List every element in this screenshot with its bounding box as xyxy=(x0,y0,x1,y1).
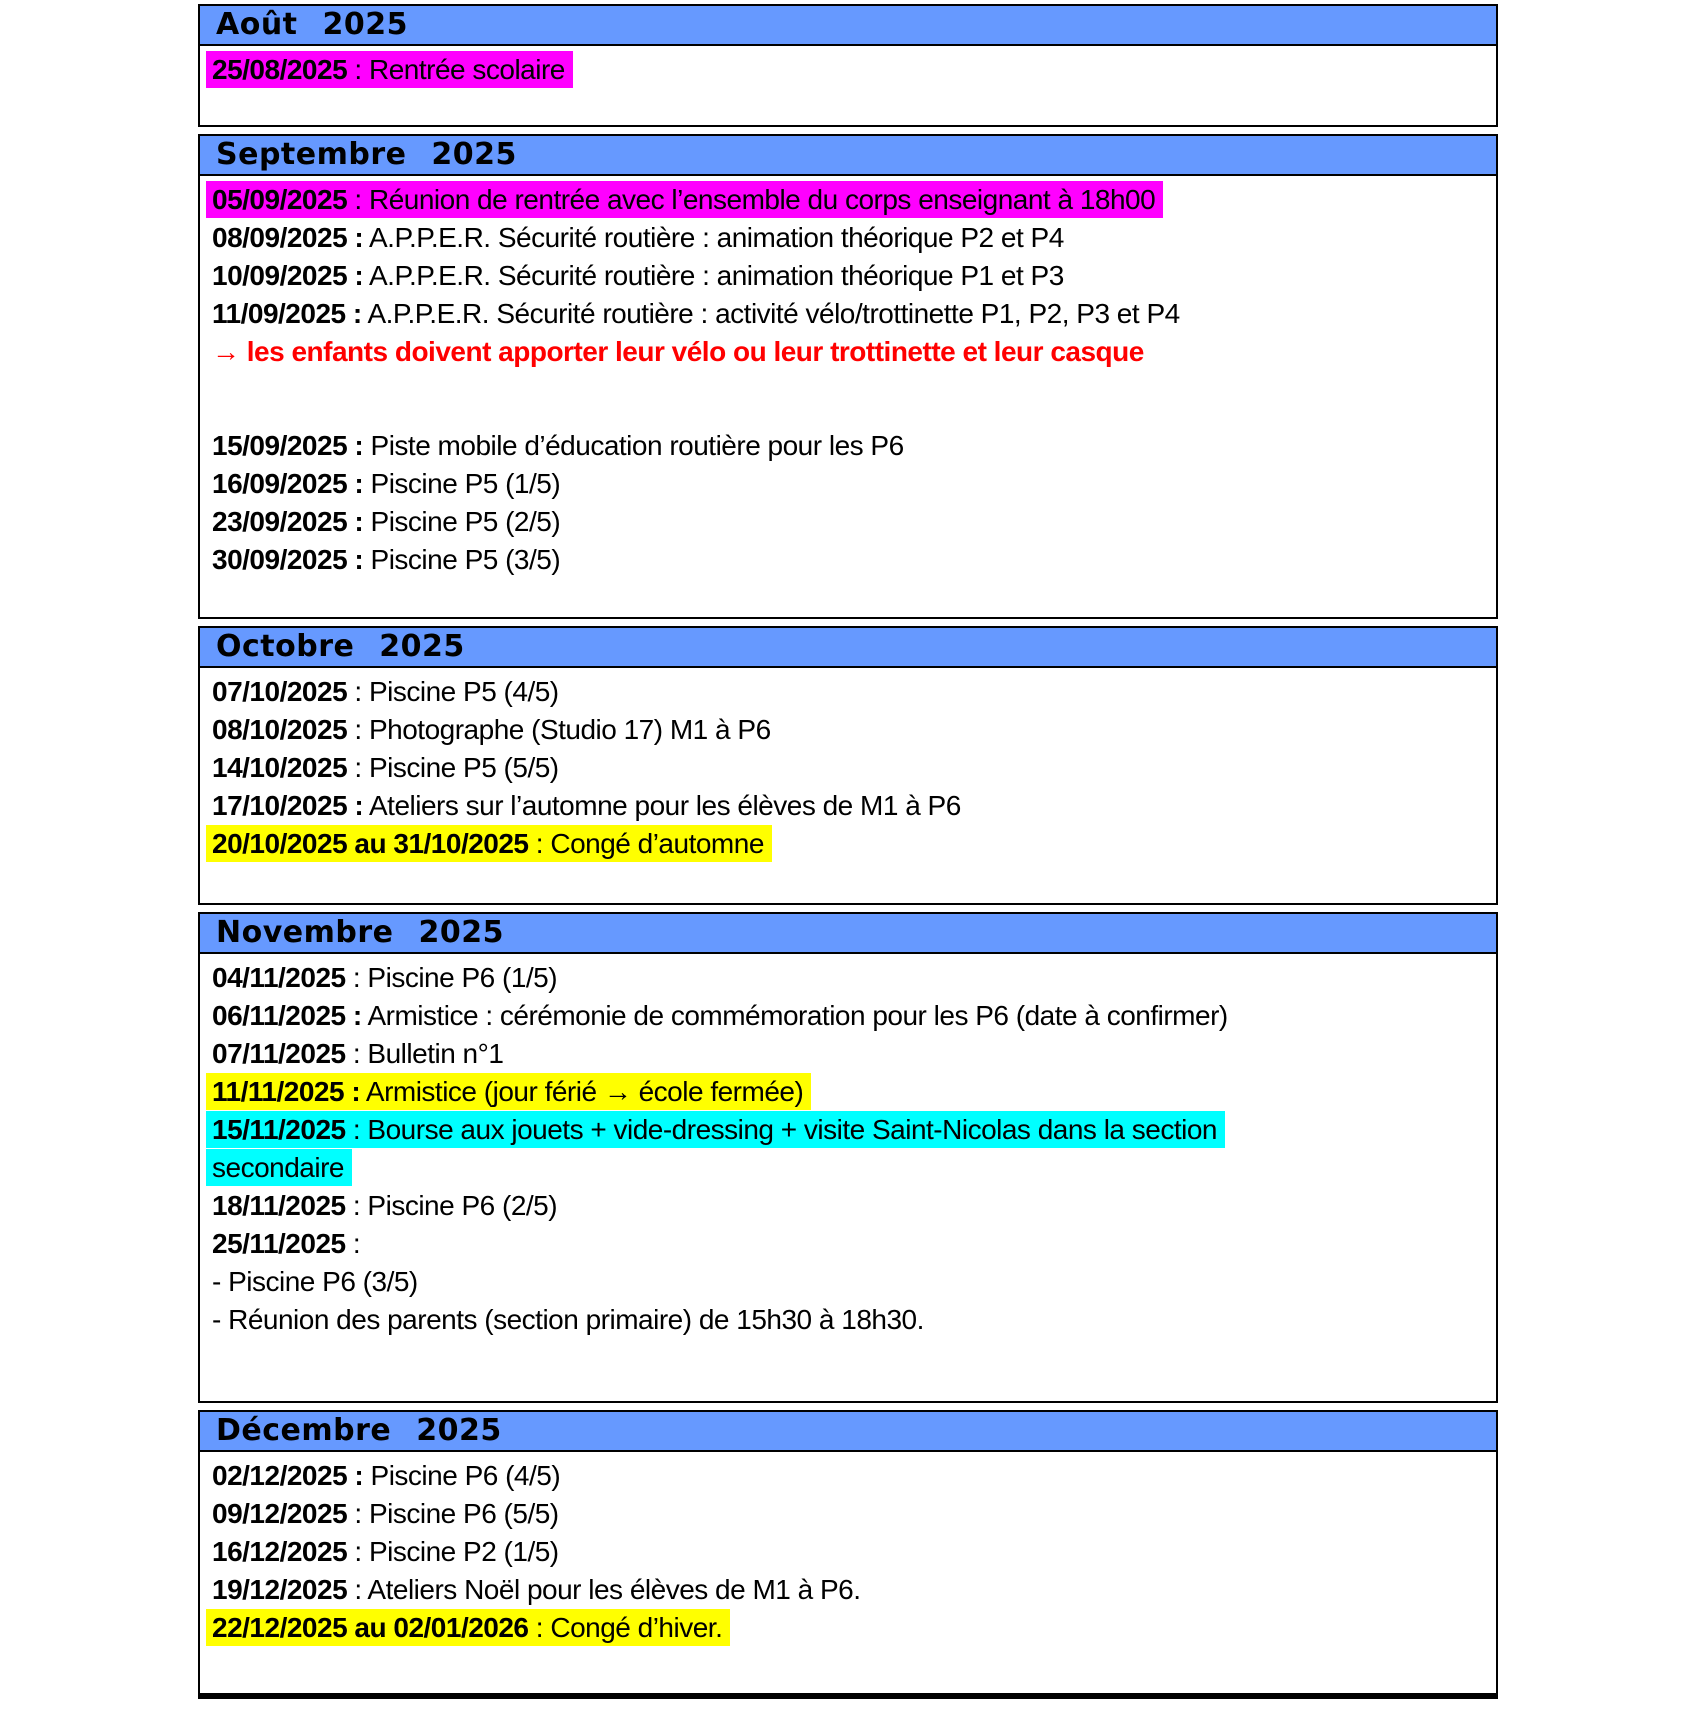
event-line xyxy=(212,676,559,707)
event-text: Armistice (jour férié → école fermée) xyxy=(360,1076,804,1107)
event-row xyxy=(212,673,1490,711)
event-text: : Rentrée scolaire xyxy=(347,54,565,85)
event-text: Piscine P5 (2/5) xyxy=(363,506,561,537)
event-line xyxy=(212,1574,861,1605)
event-line xyxy=(212,506,560,537)
event-date: 09/12/2025 xyxy=(212,1498,348,1529)
event-line xyxy=(212,1536,559,1567)
event-date: 11/09/2025 : xyxy=(212,298,362,329)
event-row xyxy=(212,959,1490,997)
month-block-5 xyxy=(198,1410,1498,1699)
event-date: 10/09/2025 : xyxy=(212,260,364,291)
highlight-yellow xyxy=(206,1609,730,1646)
event-date: 07/10/2025 xyxy=(212,676,348,707)
event-date: 05/09/2025 xyxy=(212,184,348,215)
event-date: 14/10/2025 xyxy=(212,752,348,783)
event-line xyxy=(212,1000,1228,1031)
event-row xyxy=(212,295,1490,333)
event-row xyxy=(212,1035,1490,1073)
event-date: 02/12/2025 : xyxy=(212,1460,364,1491)
arrow-note-text: → les enfants doivent apporter leur vélo ou leur trottinette et leur casque xyxy=(212,336,1144,367)
event-text: : Piscine P5 (5/5) xyxy=(347,752,559,783)
event-date: 08/09/2025 : xyxy=(212,222,364,253)
event-row xyxy=(212,1111,1490,1149)
note-row xyxy=(212,333,1490,371)
event-text: - Piscine P6 (3/5) xyxy=(212,1266,418,1297)
month-title: Novembre 2025 xyxy=(200,914,1496,954)
month-block-2 xyxy=(198,134,1498,619)
event-row xyxy=(212,503,1490,541)
event-line xyxy=(212,1228,360,1259)
event-date: 23/09/2025 : xyxy=(212,506,364,537)
highlight-cyan xyxy=(206,1149,352,1186)
event-text: Ateliers sur l’automne pour les élèves de M1 à P6 xyxy=(363,790,961,821)
event-line xyxy=(212,1498,559,1529)
event-row xyxy=(212,711,1490,749)
event-date: 18/11/2025 xyxy=(212,1190,346,1221)
event-text: : Congé d’hiver. xyxy=(528,1612,723,1643)
event-row xyxy=(212,787,1490,825)
event-line xyxy=(212,1266,418,1297)
event-date: 16/12/2025 xyxy=(212,1536,348,1567)
event-row xyxy=(212,1073,1490,1111)
event-row xyxy=(212,219,1490,257)
event-text: : Piscine P6 (5/5) xyxy=(347,1498,559,1529)
event-line xyxy=(212,1038,503,1069)
event-text: Piscine P5 (3/5) xyxy=(363,544,561,575)
sub-item-row xyxy=(212,1301,1490,1339)
event-text: secondaire xyxy=(212,1152,344,1183)
event-text: : Photographe (Studio 17) M1 à P6 xyxy=(347,714,771,745)
event-row xyxy=(212,825,1490,863)
event-line xyxy=(212,260,1064,291)
highlight-yellow xyxy=(206,825,772,862)
event-line xyxy=(212,298,1180,329)
event-text: - Réunion des parents (section primaire) de 15h30 à 18h30. xyxy=(212,1304,924,1335)
month-title: Octobre 2025 xyxy=(200,628,1496,668)
event-row xyxy=(212,749,1490,787)
event-text: A.P.P.E.R. Sécurité routière : animation théorique P1 et P3 xyxy=(363,260,1064,291)
event-date: 20/10/2025 au 31/10/2025 xyxy=(212,828,529,859)
event-row xyxy=(212,465,1490,503)
event-text: : Piscine P6 (2/5) xyxy=(345,1190,558,1221)
event-line xyxy=(212,544,560,575)
event-row xyxy=(212,427,1490,465)
event-date: 19/12/2025 xyxy=(212,1574,348,1605)
event-date: 15/11/2025 xyxy=(212,1114,346,1145)
event-text: Piste mobile d’éducation routière pour les P6 xyxy=(363,430,904,461)
highlight-cyan xyxy=(206,1111,1225,1148)
event-row xyxy=(212,541,1490,579)
event-date: 30/09/2025 : xyxy=(212,544,364,575)
event-date: 16/09/2025 : xyxy=(212,468,364,499)
event-text: : Réunion de rentrée avec l’ensemble du corps enseignant à 18h00 xyxy=(347,184,1156,215)
event-line xyxy=(212,430,904,461)
event-line xyxy=(212,1460,560,1491)
event-text: : Ateliers Noël pour les élèves de M1 à P6. xyxy=(347,1574,861,1605)
event-date: 17/10/2025 : xyxy=(212,790,364,821)
highlight-magenta xyxy=(206,181,1163,218)
event-text: : Piscine P5 (4/5) xyxy=(347,676,559,707)
highlight-magenta xyxy=(206,51,573,88)
month-block-4 xyxy=(198,912,1498,1403)
blank-row xyxy=(212,371,1490,427)
event-row xyxy=(212,1225,1490,1263)
event-text: : Bulletin n°1 xyxy=(345,1038,504,1069)
event-date: 06/11/2025 : xyxy=(212,1000,362,1031)
event-date: 11/11/2025 : xyxy=(212,1076,361,1107)
sub-item-row xyxy=(212,1263,1490,1301)
event-line xyxy=(212,222,1064,253)
month-block-1 xyxy=(198,4,1498,127)
month-title: Août 2025 xyxy=(200,6,1496,46)
highlight-yellow xyxy=(206,1073,811,1110)
event-date: 04/11/2025 xyxy=(212,962,346,993)
event-text: A.P.P.E.R. Sécurité routière : animation théorique P2 et P4 xyxy=(363,222,1064,253)
event-line xyxy=(212,714,771,745)
event-row xyxy=(212,1609,1490,1647)
event-line xyxy=(212,1304,924,1335)
event-date: 07/11/2025 xyxy=(212,1038,346,1069)
event-line xyxy=(212,962,557,993)
event-text: : Bourse aux jouets + vide-dressing + visite Saint-Nicolas dans la section xyxy=(345,1114,1217,1145)
event-text: : xyxy=(345,1228,361,1259)
event-row xyxy=(212,997,1490,1035)
event-row xyxy=(212,181,1490,219)
event-row xyxy=(212,1187,1490,1225)
month-title: Décembre 2025 xyxy=(200,1412,1496,1452)
event-line xyxy=(212,752,559,783)
event-text: Armistice : cérémonie de commémoration pour les P6 (date à confirmer) xyxy=(361,1000,1228,1031)
event-row xyxy=(212,1571,1490,1609)
event-text: : Piscine P6 (1/5) xyxy=(345,962,558,993)
event-date: 25/11/2025 xyxy=(212,1228,346,1259)
event-row xyxy=(212,1533,1490,1571)
event-row xyxy=(212,257,1490,295)
event-text: : Congé d’automne xyxy=(528,828,764,859)
event-text: A.P.P.E.R. Sécurité routière : activité vélo/trottinette P1, P2, P3 et P4 xyxy=(361,298,1180,329)
event-text: : Piscine P2 (1/5) xyxy=(347,1536,559,1567)
event-text: Piscine P6 (4/5) xyxy=(363,1460,561,1491)
event-date: 15/09/2025 : xyxy=(212,430,364,461)
month-block-3 xyxy=(198,626,1498,905)
event-row xyxy=(212,51,1490,89)
event-date: 22/12/2025 au 02/01/2026 xyxy=(212,1612,529,1643)
event-line xyxy=(212,1190,557,1221)
month-events xyxy=(200,1452,1496,1693)
event-text: Piscine P5 (1/5) xyxy=(363,468,561,499)
month-title: Septembre 2025 xyxy=(200,136,1496,176)
event-date: 25/08/2025 xyxy=(212,54,348,85)
event-row xyxy=(212,1457,1490,1495)
event-line xyxy=(212,468,560,499)
month-events xyxy=(200,176,1496,617)
month-events xyxy=(200,954,1496,1401)
continuation-row xyxy=(212,1149,1490,1187)
event-date: 08/10/2025 xyxy=(212,714,348,745)
month-events xyxy=(200,46,1496,125)
month-events xyxy=(200,668,1496,903)
event-line xyxy=(212,790,961,821)
calendar xyxy=(198,4,1498,1699)
event-row xyxy=(212,1495,1490,1533)
